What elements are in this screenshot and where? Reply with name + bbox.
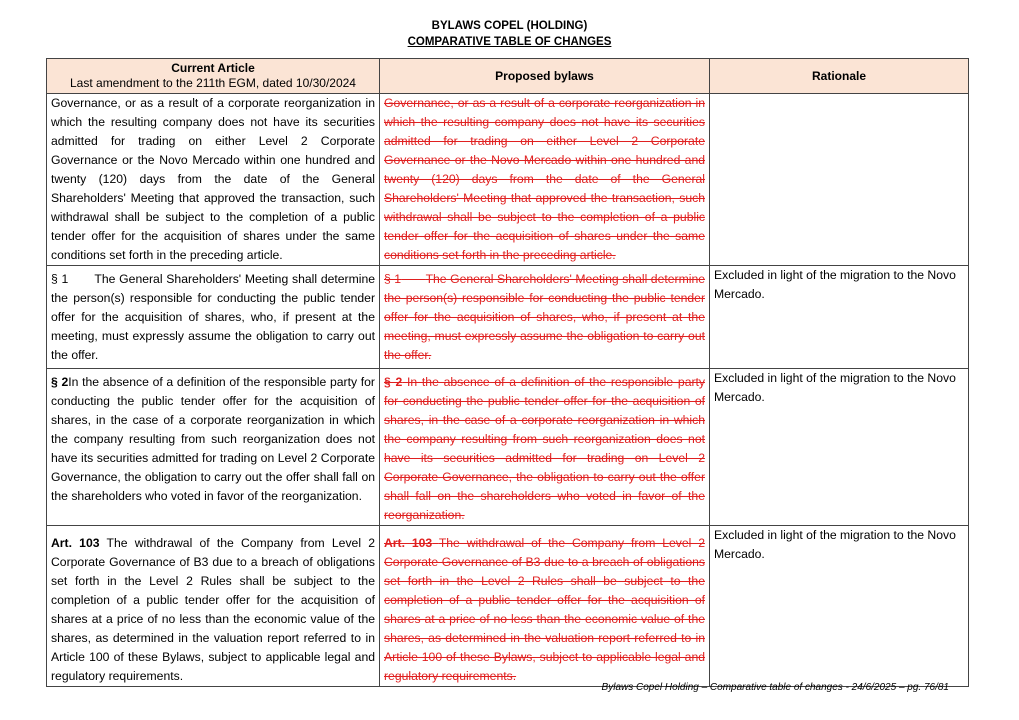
proposed-bylaws-text: The General Shareholders' Meeting shall determine the person(s) responsible for conducting the public tender offer for the acquisition of shares, who, if present at the meeting, must expressly assume the obligation to carry out the offer. [384, 272, 705, 362]
table-row [47, 369, 969, 526]
current-article-cell [47, 94, 380, 266]
page-footer: Bylaws Copel Holding – Comparative table of changes - 24/6/2025 – pg. 76/81 [601, 682, 949, 693]
current-article-text: The General Shareholders' Meeting shall determine the person(s) responsible for conducting the public tender offer for the acquisition of shares, who, if present at the meeting, must expressly assume the obligation to carry out the offer. [51, 272, 376, 362]
current-article-cell [47, 526, 380, 687]
comparative-table [46, 58, 969, 687]
rationale-cell [710, 369, 969, 526]
current-article-text: In the absence of a definition of the responsible party for conducting the public tender offer for the acquisition of shares, in the case of a corporate reorganization in which the company resulting from such reorganization does not have its securities admitted for trading on Level 2 Corporate Governance, the obligation to carry out the offer shall fall on the shareholders who voted in favor of the reorganization. [51, 375, 375, 503]
table-row [47, 94, 969, 266]
proposed-bylaws-cell [380, 266, 710, 369]
current-article-prefix: § 1 [51, 272, 69, 286]
current-article-text: The withdrawal of the Company from Level 2 Corporate Governance of B3 due to a breach of obligations set forth in the Level 2 Rules shall be subject to the completion of a public tender offer for the acquisition of shares at a price of no less than the economic value of the shares, as determined in the valuation report referred to in Article 100 of these Bylaws, subject to applicable legal and regulatory requirements. [51, 536, 376, 683]
proposed-bylaws-cell [380, 94, 710, 266]
rationale-text: Excluded in light of the migration to the Novo Mercado. [714, 528, 956, 561]
current-column-title: Current Article [171, 61, 255, 75]
proposed-bylaws-cell [380, 369, 710, 526]
column-header-proposed: Proposed bylaws [380, 59, 710, 94]
table-header-row [47, 59, 969, 94]
table-row [47, 526, 969, 687]
proposed-bylaws-prefix: Art. 103 [384, 536, 433, 550]
proposed-bylaws-prefix: § 1 [384, 272, 402, 286]
rationale-cell [710, 94, 969, 266]
current-article-prefix: § 2 [51, 375, 69, 389]
document-header [0, 18, 1019, 50]
proposed-bylaws-text: The withdrawal of the Company from Level 2 Corporate Governance of B3 due to a breach of obligations set forth in the Level 2 Rules shall be subject to the completion of a public tender offer for the acquisition of shares at a price of no less than the economic value of the shares, as determined in the valuation report referred to in Article 100 of these Bylaws, subject to applicable legal and regulatory requirements. [384, 536, 705, 683]
proposed-bylaws-text: Governance, or as a result of a corporate reorganization in which the resulting company does not have its securities admitted for trading on either Level 2 Corporate Governance or the Novo Mercado within one hundred and twenty (120) days from the date of the General Shareholders' Meeting that approved the transaction, such withdrawal shall be subject to the completion of a public tender offer for the acquisition of shares under the same conditions set forth in the preceding article. [384, 96, 705, 262]
table-row [47, 266, 969, 369]
rationale-text: Excluded in light of the migration to the Novo Mercado. [714, 371, 956, 404]
proposed-bylaws-cell [380, 526, 710, 687]
current-article-cell [47, 266, 380, 369]
current-column-subtitle: Last amendment to the 211th EGM, dated 10/30/2024 [70, 76, 356, 90]
column-header-rationale: Rationale [710, 59, 969, 94]
current-article-prefix: Art. 103 [51, 536, 100, 550]
document-subtitle: COMPARATIVE TABLE OF CHANGES [407, 36, 612, 48]
document-title: BYLAWS COPEL (HOLDING) [431, 20, 588, 32]
current-article-cell [47, 369, 380, 526]
column-header-current [47, 59, 380, 94]
rationale-text: Excluded in light of the migration to the Novo Mercado. [714, 268, 956, 301]
rationale-cell [710, 526, 969, 687]
current-article-text: Governance, or as a result of a corporate reorganization in which the resulting company does not have its securities admitted for trading on either Level 2 Corporate Governance or the Novo Mercado within one hundred and twenty (120) days from the date of the General Shareholders' Meeting that approved the transaction, such withdrawal shall be subject to the completion of a public tender offer for the acquisition of shares under the same conditions set forth in the preceding article. [51, 96, 375, 262]
rationale-cell [710, 266, 969, 369]
proposed-bylaws-text: In the absence of a definition of the responsible party for conducting the public tender offer for the acquisition of shares, in the case of a corporate reorganization in which the company resulting from such reorganization does not have its securities admitted for trading on Level 2 Corporate Governance, the obligation to carry out the offer shall fall on the shareholders who voted in favor of the reorganization. [384, 375, 706, 522]
proposed-bylaws-prefix: § 2 [384, 375, 403, 389]
